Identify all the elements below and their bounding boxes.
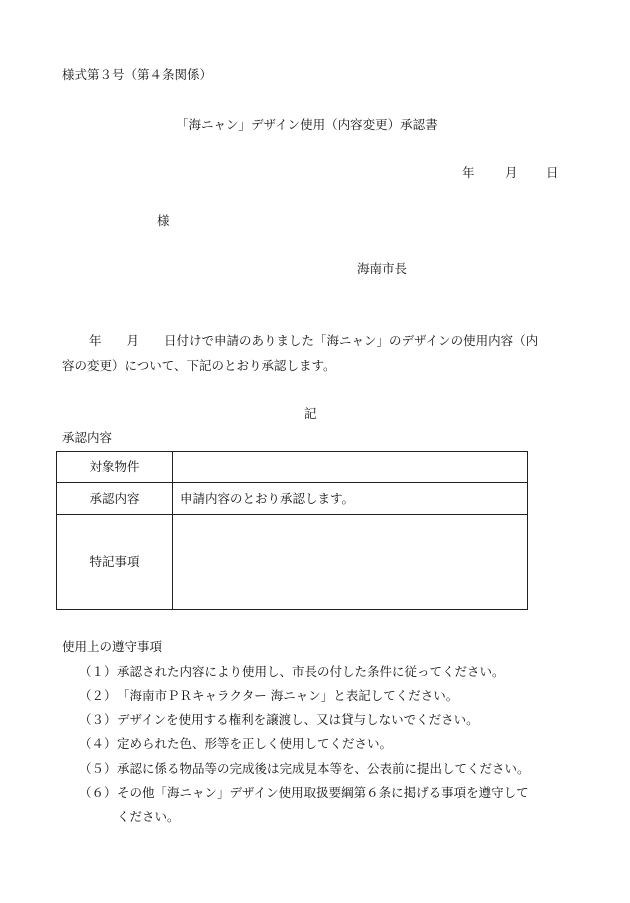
rule-number: （１） xyxy=(79,664,117,679)
section-heading: 承認内容 xyxy=(62,430,113,445)
issuer: 海南市長 xyxy=(357,261,408,276)
rule-text: 承認された内容により使用し、市長の付した条件に従ってください。 xyxy=(117,664,505,679)
table-label-target: 対象物件 xyxy=(57,452,173,483)
body-text-line-2: 容の変更）について、下記のとおり承認します。 xyxy=(62,358,336,373)
table-row xyxy=(57,515,528,610)
rule-text-continuation: ください。 xyxy=(117,809,180,824)
table-value-notes xyxy=(173,515,528,610)
table-label-content: 承認内容 xyxy=(57,483,173,515)
rule-item xyxy=(79,763,530,776)
rule-number: （２） xyxy=(79,688,117,703)
rule-number: （６） xyxy=(79,785,117,800)
date-month: 月 xyxy=(505,165,518,180)
table-row xyxy=(57,452,528,483)
table-row xyxy=(57,483,528,515)
rule-item xyxy=(79,690,458,703)
rule-number: （４） xyxy=(79,736,117,751)
rule-item xyxy=(79,738,392,751)
date-line xyxy=(462,167,559,180)
rule-item xyxy=(79,787,529,800)
rule-text: 定められた色、形等を正しく使用してください。 xyxy=(117,736,393,751)
approval-table xyxy=(56,451,528,610)
ki-heading: 記 xyxy=(304,406,317,421)
rule-text: その他「海ニャン」デザイン使用取扱要綱第６条に掲げる事項を遵守して xyxy=(117,785,529,800)
form-number: 様式第３号（第４条関係） xyxy=(62,67,213,82)
rule-text: 「海南市ＰＲキャラクター 海ニャン」と表記してください。 xyxy=(117,688,459,703)
date-day: 日 xyxy=(546,165,559,180)
rule-item xyxy=(79,714,479,727)
addressee: 様 xyxy=(157,213,170,228)
rules-heading: 使用上の遵守事項 xyxy=(62,639,163,654)
rule-number: （３） xyxy=(79,712,117,727)
table-label-notes: 特記事項 xyxy=(57,515,173,610)
rule-text: デザインを使用する権利を譲渡し、又は貸与しないでください。 xyxy=(117,712,479,727)
table-value-target xyxy=(173,452,528,483)
rule-text: 承認に係る物品等の完成後は完成見本等を、公表前に提出してください。 xyxy=(117,761,530,776)
rule-number: （５） xyxy=(79,761,117,776)
date-year: 年 xyxy=(462,165,475,180)
table-value-content: 申請内容のとおり承認します。 xyxy=(173,483,528,515)
rule-item xyxy=(79,666,505,679)
document-title: 「海ニャン」デザイン使用（内容変更）承認書 xyxy=(176,117,438,132)
body-text-line-1: 年 月 日付けで申請のありました「海ニャン」のデザインの使用内容（内 xyxy=(89,333,539,348)
